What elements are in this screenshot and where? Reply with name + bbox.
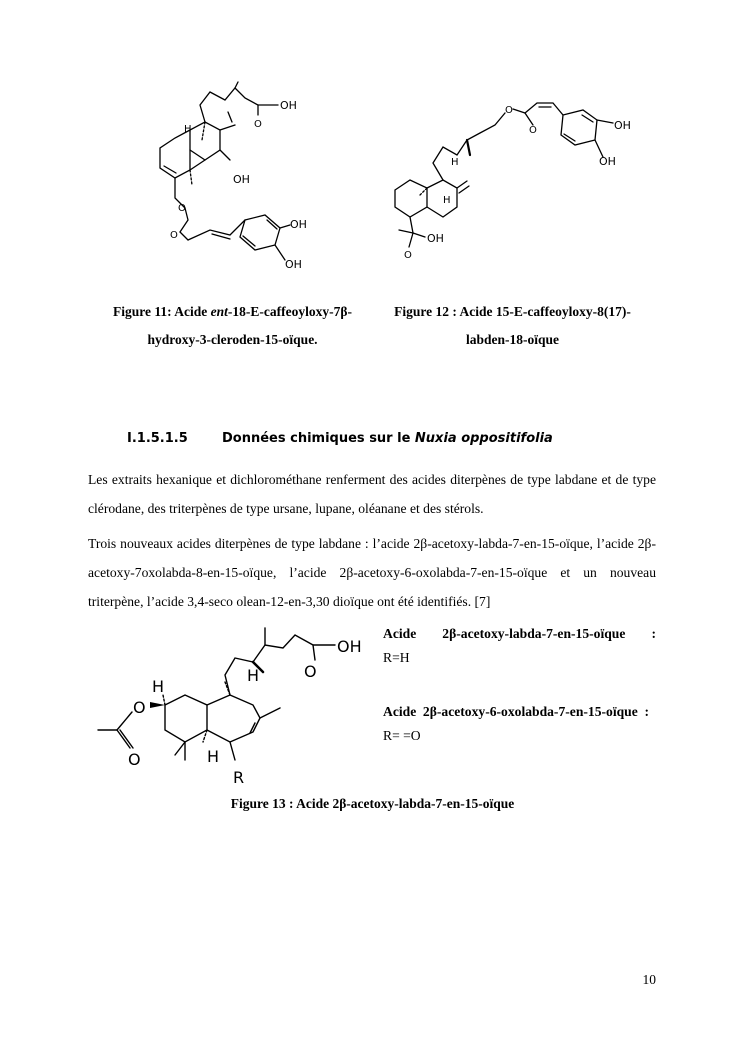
fig12-o-acid-label: O: [404, 250, 412, 261]
fig11-o-ester-label: O: [178, 203, 186, 214]
fig12-o-carbonyl-label: O: [529, 125, 537, 136]
figure-11-caption-line-2: hydroxy-3-cleroden-15-oïque.: [147, 332, 318, 347]
fig12-o-ester-label: O: [505, 105, 513, 116]
figure-12-structure: [385, 85, 645, 275]
fig12-h1-label: H: [451, 157, 459, 168]
fig11-oh-ring-label: OH: [233, 173, 250, 186]
fig11-h-label: H: [184, 124, 192, 135]
fig13-oh-label: OH: [337, 637, 362, 656]
fig13-o-acid-label: O: [304, 662, 317, 681]
figure-11-caption-line-1: Figure 11: Acide ent-18-E-caffeoyloxy-7β-: [113, 304, 352, 319]
fig11-oh-acid-label: OH: [280, 99, 297, 112]
side-entry-1-title: Acide 2β-acetoxy-labda-7-en-15-oïque :: [383, 626, 656, 641]
fig11-oh-catechol-1-label: OH: [290, 218, 307, 231]
figure-13-caption: Figure 13 : Acide 2β-acetoxy-labda-7-en-15-oïque: [230, 796, 515, 811]
figure-12-caption-line-1: Figure 12 : Acide 15-E-caffeoyloxy-8(17)-: [394, 304, 631, 319]
figure-13-side-entry-1: [383, 622, 656, 670]
fig13-o-ester-label: O: [133, 698, 146, 717]
fig11-o-carbonyl-label: O: [170, 230, 178, 241]
figure-11-structure: [140, 80, 320, 280]
figure-12-caption-line-2: labden-18-oïque: [465, 332, 560, 347]
figure-11-caption: [90, 298, 375, 354]
fig13-h-left-label: H: [152, 677, 165, 696]
figure-13-side-entry-2: [383, 700, 649, 748]
section-title: Données chimiques sur le Nuxia oppositifolia: [222, 431, 553, 446]
fig12-oh-acid-label: OH: [427, 232, 444, 245]
paragraph-1: Les extraits hexanique et dichlorométhane renferment des acides diterpènes de type labdane et de type clérodane, des triterpènes de type ursane, lupane, oléanane et des stérols.: [88, 472, 656, 516]
paragraph-2: Trois nouveaux acides diterpènes de type labdane : l’acide 2β-acetoxy-labda-7-en-15-oïque, l’acide 2β-acetoxy-7oxolabda-8-en-15-oïque, l’acide 2β-acetoxy-6-oxolabda-7-en-15-oïque et un nouveau triterpène, l’acide 3,4-seco olean-12-en-3,30 dioïque ont été identifiés. [7]: [88, 536, 656, 609]
fig12-oh-catechol-2-label: OH: [599, 155, 616, 168]
figure-13-structure: [95, 620, 375, 795]
fig12-h2-label: H: [443, 195, 451, 206]
fig13-h-top-label: H: [247, 666, 260, 685]
side-entry-2-r: R= =O: [383, 728, 421, 743]
fig11-oh-catechol-2-label: OH: [285, 258, 302, 271]
section-number: I.1.5.1.5: [127, 431, 188, 446]
side-entry-1-r: R=H: [383, 650, 410, 665]
fig13-h-bottom-label: H: [207, 747, 220, 766]
fig13-o-carbonyl-label: O: [128, 750, 141, 769]
page-number: 10: [642, 972, 656, 987]
fig11-o-acid-label: O: [254, 119, 262, 130]
side-entry-2-title: Acide 2β-acetoxy-6-oxolabda-7-en-15-oïque :: [383, 704, 649, 719]
section-heading: [127, 431, 647, 446]
fig13-r-label: R: [233, 768, 245, 787]
fig12-oh-catechol-1-label: OH: [614, 119, 631, 132]
figure-12-caption: [375, 298, 650, 354]
